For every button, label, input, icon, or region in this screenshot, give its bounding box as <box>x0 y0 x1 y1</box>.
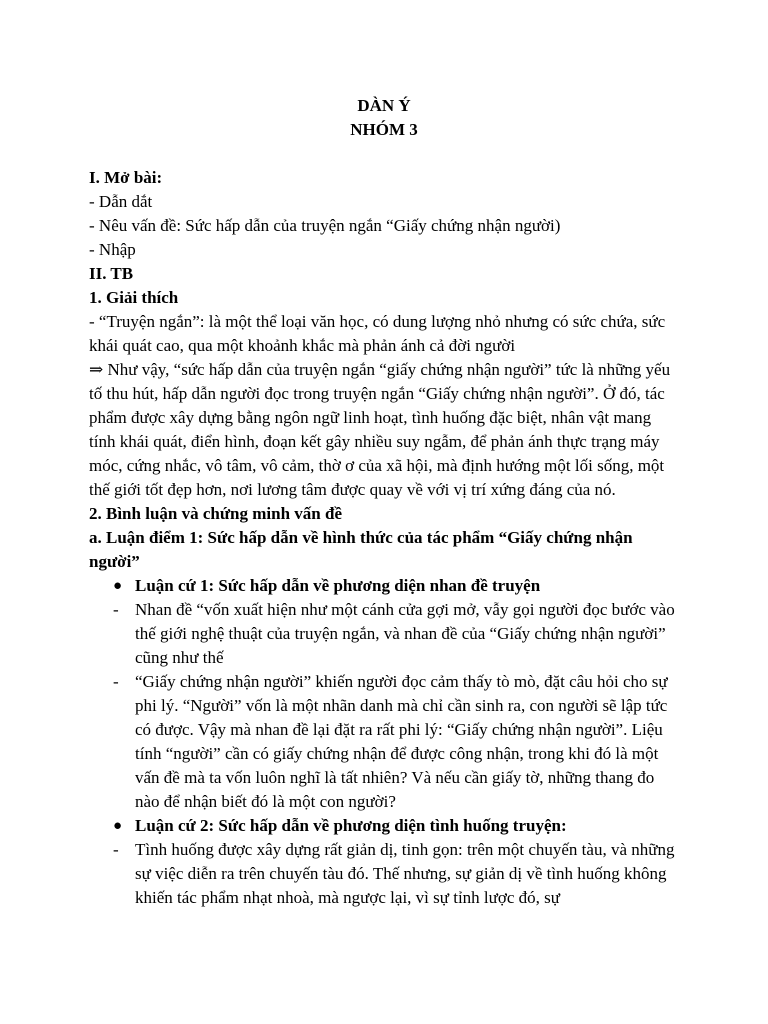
paragraph: - “Truyện ngắn”: là một thể loại văn học, có dung lượng nhỏ nhưng có sức chứa, sức khái quát cao, qua một khoảnh khắc mà phản ánh cả đời người <box>89 312 666 355</box>
luan-cu-label: Luận cứ 2: Sức hấp dẫn về phương diện tình huống truyện: <box>135 816 567 835</box>
luan-cu-item <box>89 814 681 838</box>
section-heading-mo-bai: I. Mở bài: <box>89 168 163 187</box>
section-heading-than-bai: II. TB <box>89 264 134 283</box>
list-item-text: “Giấy chứng nhận người” khiến người đọc cảm thấy tò mò, đặt câu hỏi cho sự phi lý. “Người” vốn là một nhãn danh mà chỉ cần sinh ra, con người sẽ lập tức có được. Vậy mà nhan đề lại đặt ra rất phi lý: “Giấy chứng nhận người”. Liệu tính “người” cần có giấy chứng nhận để được công nhận, trong khi đó là một vấn đề mà ta vốn luôn nghĩ là tất nhiên? Và nếu cần giấy tờ, những thang đo nào để nhận biết đó là một con người? <box>135 672 668 811</box>
subsection-heading-giai-thich: 1. Giải thích <box>89 288 179 307</box>
subsection-heading-binh-luan: 2. Bình luận và chứng minh vấn đề <box>89 504 343 523</box>
list-item <box>89 598 681 670</box>
bullet-icon: ● <box>113 818 123 834</box>
list-item-text: Nhan đề “vốn xuất hiện như một cánh cửa gợi mở, vẫy gọi người đọc bước vào thế giới nghệ thuật của truyện ngắn, và nhan đề của “Giấy chứng nhận người” cũng như thế <box>135 600 675 667</box>
document-title: DÀN Ý <box>357 96 411 115</box>
paragraph: ⇒ Như vậy, “sức hấp dẫn của truyện ngắn “giấy chứng nhận người” tức là những yếu tố thu hút, hấp dẫn người đọc trong truyện ngắn “Giấy chứng nhận người”. Ở đó, tác phẩm được xây dựng bằng ngôn ngữ linh hoạt, tình huống đặc biệt, nhân vật mang tính khái quát, điển hình, đoạn kết gây nhiều suy ngẫm, để phản ánh thực trạng máy móc, cứng nhắc, vô tâm, vô cảm, thờ ơ của xã hội, mà định hướng một lối sống, một thế giới tốt đẹp hơn, nơi lương tâm được quay về với vị trí xứng đáng của nó. <box>89 360 671 499</box>
dash-icon: - <box>113 600 119 619</box>
luan-cu-label: Luận cứ 1: Sức hấp dẫn về phương diện nhan đề truyện <box>135 576 541 595</box>
document-subtitle: NHÓM 3 <box>350 120 418 139</box>
list-item: - Nhập <box>89 240 136 259</box>
list-item <box>89 838 681 910</box>
list-item: - Dẫn dắt <box>89 192 153 211</box>
list-item <box>89 670 681 814</box>
luan-diem-heading: a. Luận điểm 1: Sức hấp dẫn về hình thức của tác phẩm “Giấy chứng nhận người” <box>89 528 633 571</box>
bullet-icon: ● <box>113 578 123 594</box>
list-item-text: Tình huống được xây dựng rất giản dị, tinh gọn: trên một chuyến tàu, và những sự việc diễn ra trên chuyến tàu đó. Thế nhưng, sự giản dị về tình huống không khiến tác phẩm nhạt nhoà, mà ngược lại, vì sự tỉnh lược đó, sự <box>135 840 675 907</box>
luan-cu-item <box>89 574 681 598</box>
dash-icon: - <box>113 840 119 859</box>
dash-icon: - <box>113 672 119 691</box>
list-item: - Nêu vấn đề: Sức hấp dẫn của truyện ngắn “Giấy chứng nhận người) <box>89 216 561 235</box>
document-body <box>89 166 681 910</box>
